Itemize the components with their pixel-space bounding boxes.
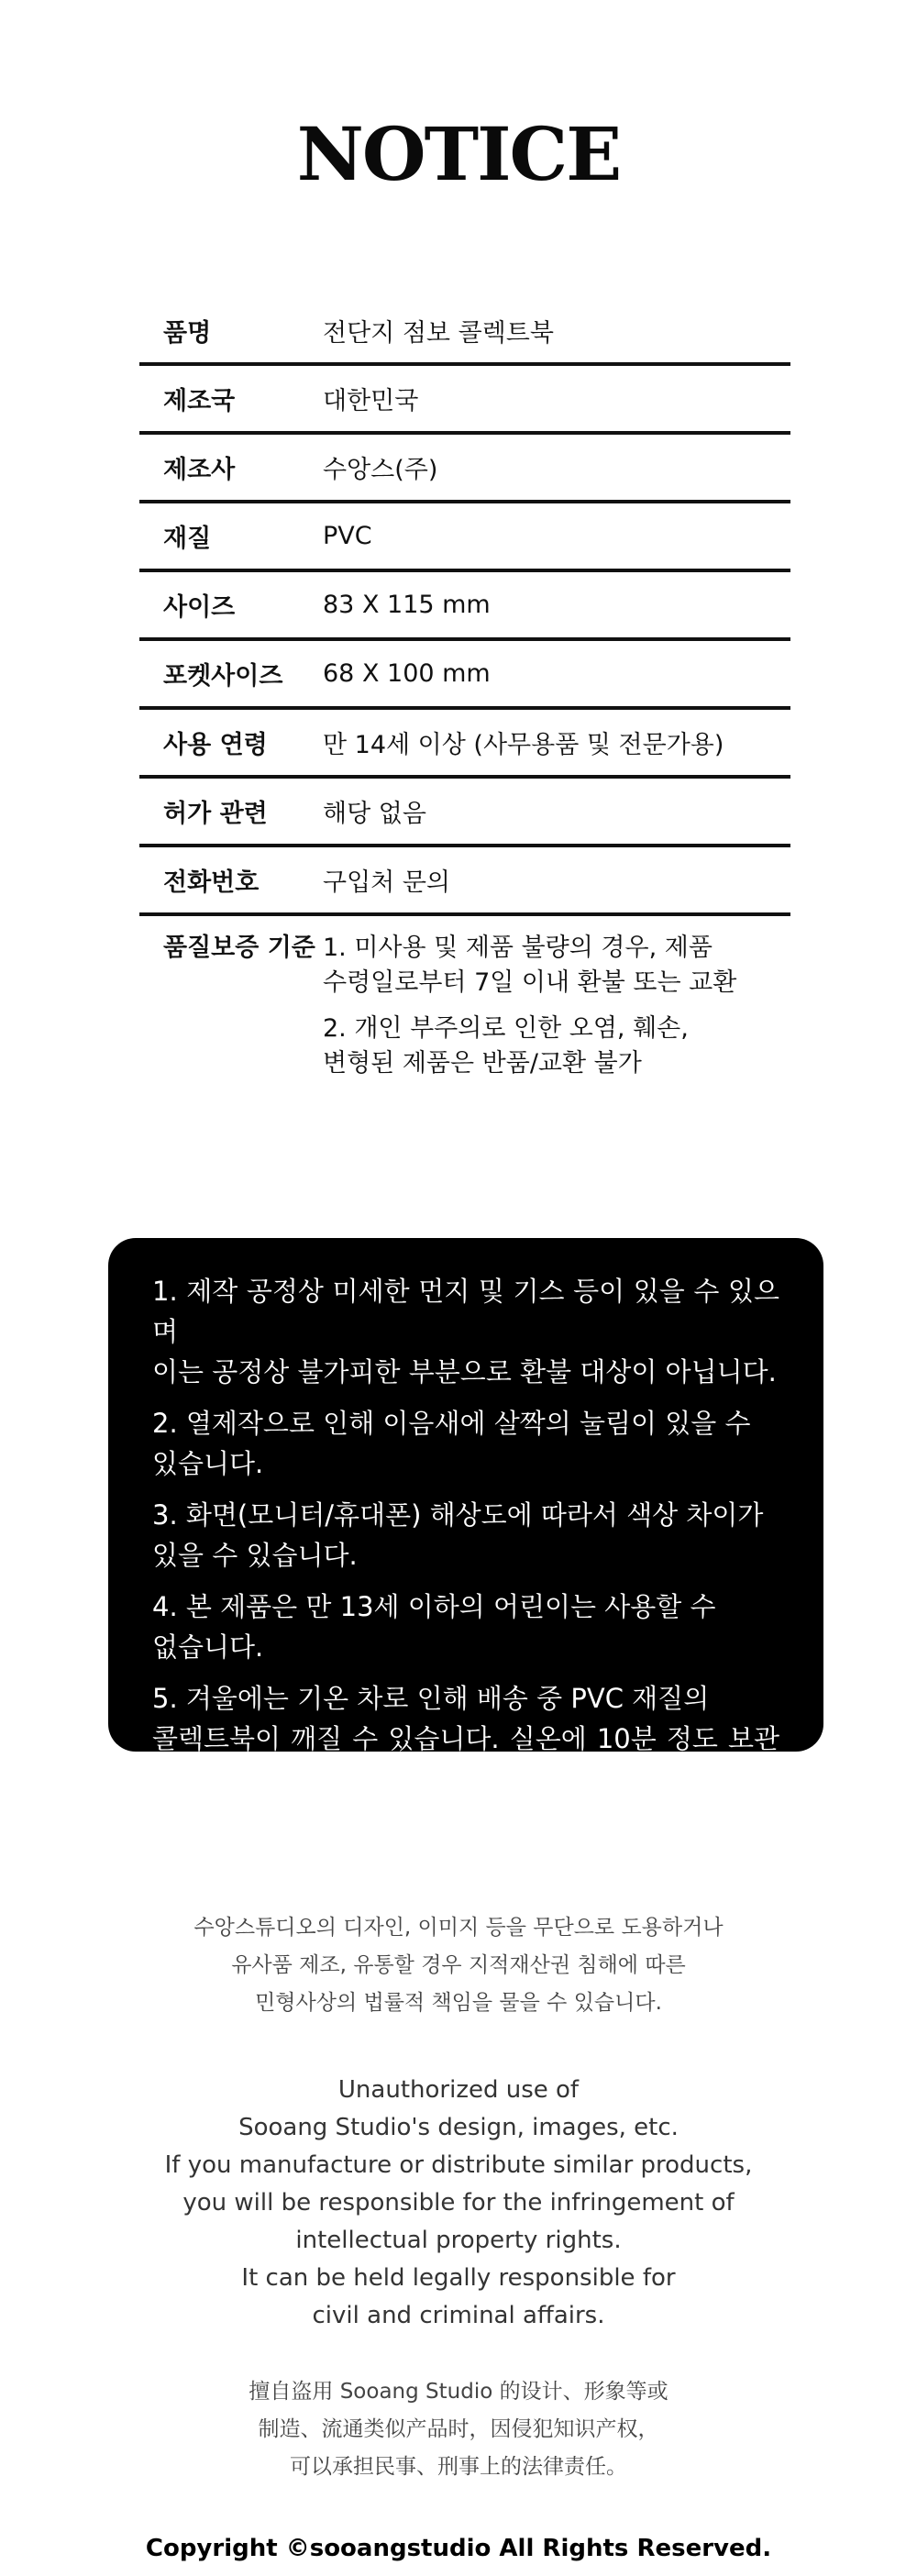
quality-guarantee-list — [323, 931, 790, 1092]
spec-row-country — [139, 366, 790, 435]
page-title: NOTICE — [296, 111, 621, 197]
quality-guarantee-item: 2. 개인 부주의로 인한 오염, 훼손, 변형된 제품은 반품/교환 불가 — [323, 1014, 689, 1078]
spec-label: 허가 관련 — [163, 800, 268, 828]
spec-row-quality-guarantee — [139, 916, 790, 1092]
spec-value: 전단지 점보 콜렉트북 — [323, 319, 554, 348]
caution-item: 2. 열제작으로 인해 이음새에 살짝의 눌림이 있을 수 있습니다. — [152, 1408, 751, 1479]
copyright-notice-english: Unauthorized use of Sooang Studio's design, images, etc. If you manufacture or distribute similar products, you will be responsible for the infringement of intellectual property rights. It can be held legally responsible for civil and criminal affairs. — [164, 2076, 753, 2329]
spec-label: 전화번호 — [163, 868, 260, 897]
copyright-line: Copyright ©sooangstudio All Rights Reserved. — [145, 2535, 772, 2562]
spec-value: 68 X 100 mm — [323, 659, 491, 688]
spec-label: 포켓사이즈 — [163, 662, 283, 691]
spec-label: 제조사 — [163, 456, 236, 484]
spec-row-phone — [139, 847, 790, 916]
spec-value: 해당 없음 — [323, 800, 426, 828]
quality-guarantee-item: 1. 미사용 및 제품 불량의 경우, 제품 수령일로부터 7일 이내 환불 또는 교환 — [323, 934, 737, 997]
caution-item: 5. 겨울에는 기온 차로 인해 배송 중 PVC 재질의 콜렉트북이 깨질 수 있습니다. 실온에 10분 정도 보관 후 개봉해 주시면 깨짐 현상을 예방할 수 있습니다. — [152, 1683, 779, 1835]
caution-item: 4. 본 제품은 만 13세 이하의 어린이는 사용할 수 없습니다. — [152, 1591, 716, 1663]
product-info-table — [139, 299, 790, 1092]
spec-label: 제조국 — [163, 387, 236, 415]
spec-value: 만 14세 이상 (사무용품 및 전문가용) — [323, 731, 724, 759]
spec-row-age — [139, 710, 790, 779]
caution-notice-box — [108, 1238, 823, 1835]
caution-item: 1. 제작 공정상 미세한 먼지 및 기스 등이 있을 수 있으며 이는 공정상 불가피한 부분으로 환불 대상이 아닙니다. — [152, 1276, 779, 1388]
spec-label: 품질보증 기준 — [163, 934, 315, 962]
spec-row-certification — [139, 779, 790, 847]
spec-value: PVC — [323, 522, 372, 550]
spec-row-material — [139, 503, 790, 572]
spec-label: 사이즈 — [163, 593, 236, 622]
spec-value: 구입처 문의 — [323, 868, 450, 897]
spec-row-manufacturer — [139, 435, 790, 503]
spec-value: 83 X 115 mm — [323, 591, 491, 619]
copyright-notice-korean: 수앙스튜디오의 디자인, 이미지 등을 무단으로 도용하거나 유사품 제조, 유통할 경우 지적재산권 침해에 따른 민형사상의 법률적 책임을 물을 수 있습니다. — [193, 1916, 724, 2015]
spec-label: 품명 — [163, 319, 212, 348]
spec-label: 재질 — [163, 525, 212, 553]
spec-row-size — [139, 572, 790, 641]
spec-row-product-name — [139, 299, 790, 366]
spec-label: 사용 연령 — [163, 731, 268, 759]
spec-value: 대한민국 — [323, 387, 419, 415]
copyright-notice-chinese: 擅自盗用 Sooang Studio 的设计、形象等或 制造、流通类似产品时，因侵犯知识产权， 可以承担民事、刑事上的法律责任。 — [249, 2380, 668, 2479]
caution-item: 3. 화면(모니터/휴대폰) 해상도에 따라서 색상 차이가 있을 수 있습니다. — [152, 1499, 764, 1571]
spec-value: 수앙스(주) — [323, 456, 438, 484]
spec-row-pocket-size — [139, 641, 790, 710]
